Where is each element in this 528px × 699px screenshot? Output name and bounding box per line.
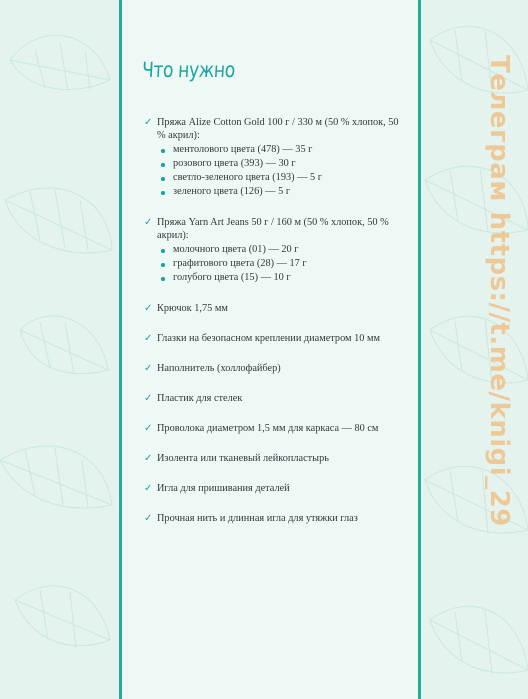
sub-item: светло-зеленого цвета (193) — 5 г xyxy=(157,171,406,185)
list-item xyxy=(144,362,406,375)
sub-item: зеленого цвета (126) — 5 г xyxy=(157,185,406,199)
item-text: Пряжа Alize Cotton Gold 100 г / 330 м (50 % хлопок, 50 % акрил): xyxy=(157,117,399,141)
checkmark-icon: ✓ xyxy=(144,303,153,314)
sub-item: молочного цвета (01) — 20 г xyxy=(157,243,406,257)
item-text: Глазки на безопасном креплении диаметром 10 мм xyxy=(157,333,381,344)
sub-list xyxy=(157,243,406,285)
item-text: Наполнитель (холлофайбер) xyxy=(157,363,281,374)
list-item xyxy=(144,452,406,465)
item-text: Проволока диаметром 1,5 мм для каркаса — 80 см xyxy=(157,423,379,434)
list-item xyxy=(144,216,406,285)
list-item xyxy=(144,116,406,199)
list-item xyxy=(144,332,406,345)
checkmark-icon: ✓ xyxy=(144,363,153,374)
materials-list xyxy=(144,116,406,542)
list-item xyxy=(144,302,406,315)
item-text: Пластик для стелек xyxy=(157,393,243,404)
checkmark-icon: ✓ xyxy=(144,217,153,228)
checkmark-icon: ✓ xyxy=(144,423,153,434)
list-item xyxy=(144,392,406,405)
list-item xyxy=(144,482,406,495)
list-item xyxy=(144,512,406,525)
telegram-watermark: Телеграм https://t.me/knigi_29 xyxy=(484,55,514,527)
checkmark-icon: ✓ xyxy=(144,117,153,128)
item-text: Прочная нить и длинная игла для утяжки глаз xyxy=(157,513,358,524)
checkmark-icon: ✓ xyxy=(144,513,153,524)
sub-item: розового цвета (393) — 30 г xyxy=(157,157,406,171)
checkmark-icon: ✓ xyxy=(144,333,153,344)
item-text: Крючок 1,75 мм xyxy=(157,303,228,314)
item-text: Пряжа Yarn Art Jeans 50 г / 160 м (50 % хлопок, 50 % акрил): xyxy=(157,217,389,241)
sub-item: голубого цвета (15) — 10 г xyxy=(157,271,406,285)
content-panel xyxy=(119,0,421,699)
sub-list xyxy=(157,143,406,199)
item-text: Игла для пришивания деталей xyxy=(157,483,290,494)
list-item xyxy=(144,422,406,435)
sub-item: ментолового цвета (478) — 35 г xyxy=(157,143,406,157)
checkmark-icon: ✓ xyxy=(144,393,153,404)
checkmark-icon: ✓ xyxy=(144,483,153,494)
page-title: Что нужно xyxy=(141,58,236,82)
item-text: Изолента или тканевый лейкопластырь xyxy=(157,453,329,464)
checkmark-icon: ✓ xyxy=(144,453,153,464)
sub-item: графитового цвета (28) — 17 г xyxy=(157,257,406,271)
